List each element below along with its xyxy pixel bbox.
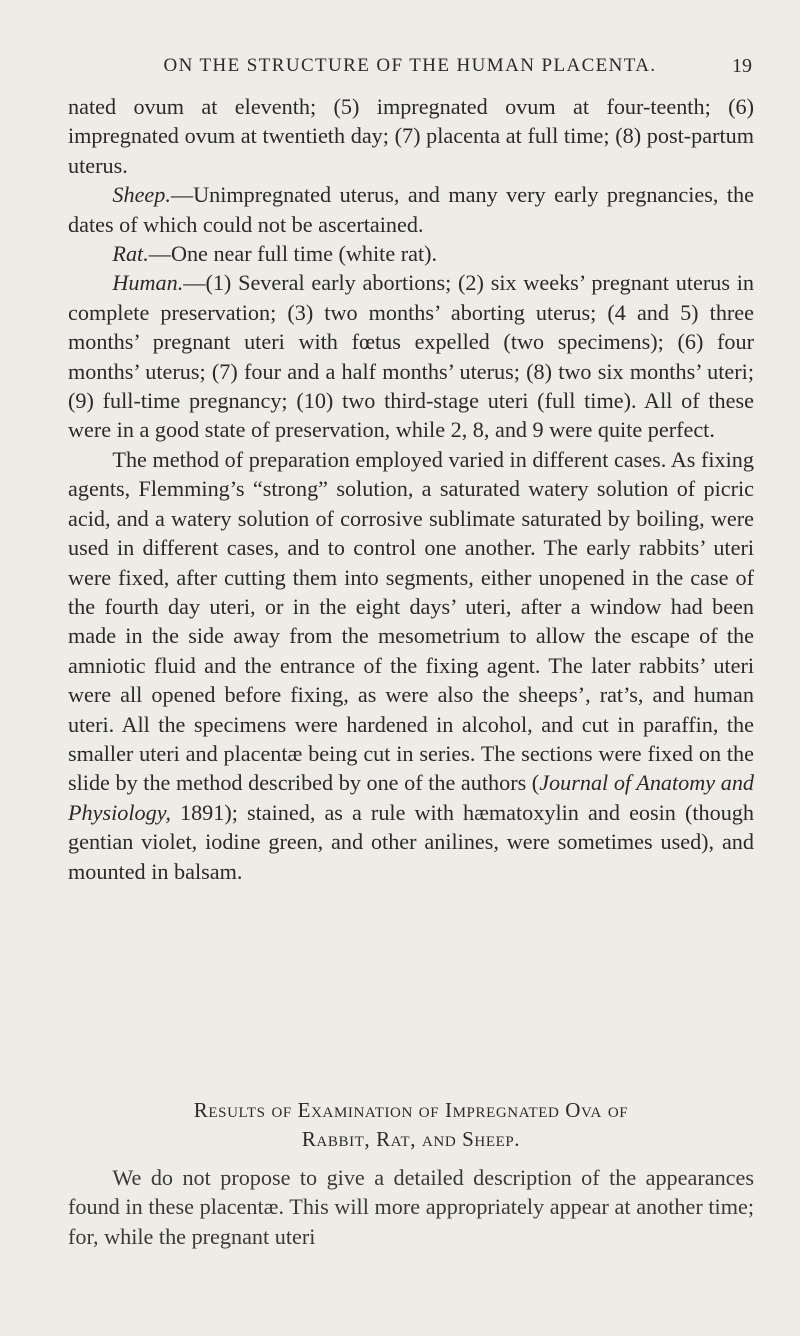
section-heading-line-2: Rabbit, Rat, and Sheep. (301, 1127, 521, 1151)
main-text (68, 92, 754, 886)
paragraph-rat (68, 239, 754, 268)
paragraph-sheep (68, 180, 754, 239)
method-text-end: 1891); stained, as a rule with hæmatoxylin and eosin (though gentian violet, iodine green, and other anilines, were sometimes used), and mounted in balsam. (68, 799, 754, 884)
paragraph-human (68, 268, 754, 444)
running-head (68, 55, 752, 81)
paragraph-method (68, 445, 754, 886)
rat-label: Rat. (112, 241, 149, 267)
page-number: 19 (732, 55, 752, 77)
human-label: Human. (112, 270, 184, 296)
human-text: —(1) Several early abortions; (2) six weeks’ pregnant uterus in complete preservation; (3) two months’ aborting uterus; (4 and 5) three months’ pregnant uteri with fœtus expelled (two specimens); (6) four months’ uterus; (7) four and a half months’ uterus; (8) two six months’ uteri; (9) full-time pregnancy; (10) two third-stage uteri (full time). All of these were in a good state of preservation, while 2, 8, and 9 were quite perfect. (68, 270, 754, 443)
sheep-label: Sheep. (112, 182, 171, 208)
sheep-text: —Unimpregnated uterus, and many very early pregnancies, the dates of which could not be ascertained. (68, 182, 754, 237)
section-heading-line-1: Results of Examination of Impregnated Ova of (193, 1098, 629, 1122)
paragraph-continued: nated ovum at eleventh; (5) impregnated ovum at four-teenth; (6) impregnated ovum at twentieth day; (7) placenta at full time; (8) post-partum uterus. (68, 94, 754, 178)
running-title: ON THE STRUCTURE OF THE HUMAN PLACENTA. (163, 55, 657, 76)
paragraph-results: We do not propose to give a detailed description of the appearances found in these placentæ. This will more appropriately appear at another time; for, while the pregnant uteri (68, 1165, 754, 1249)
closing-text (68, 1163, 754, 1251)
journal-citation: Journal of Anatomy and Physiology, (68, 770, 755, 825)
method-text: The method of preparation employed varied in different cases. As fixing agents, Flemming’s “strong” solution, a saturated watery solution of picric acid, and a watery solution of corrosive sublimate saturated by boiling, were used in different cases, and to control one another. The early rabbits’ uteri were fixed, after cutting them into segments, either unopened in the case of the fourth day uteri, or in the eight days’ uteri, after a window had been made in the side away from the mesometrium to allow the escape of the amniotic fluid and the entrance of the fixing agent. The later rabbits’ uteri were all opened before fixing, as were also the sheeps’, rat’s, and human uteri. All the specimens were hardened in alcohol, and cut in paraffin, the smaller uteri and placentæ being cut in series. The sections were fixed on the slide by the method described by one of the authors ( (68, 446, 754, 796)
rat-text: —One near full time (white rat). (148, 241, 438, 267)
section-heading (68, 1096, 754, 1154)
